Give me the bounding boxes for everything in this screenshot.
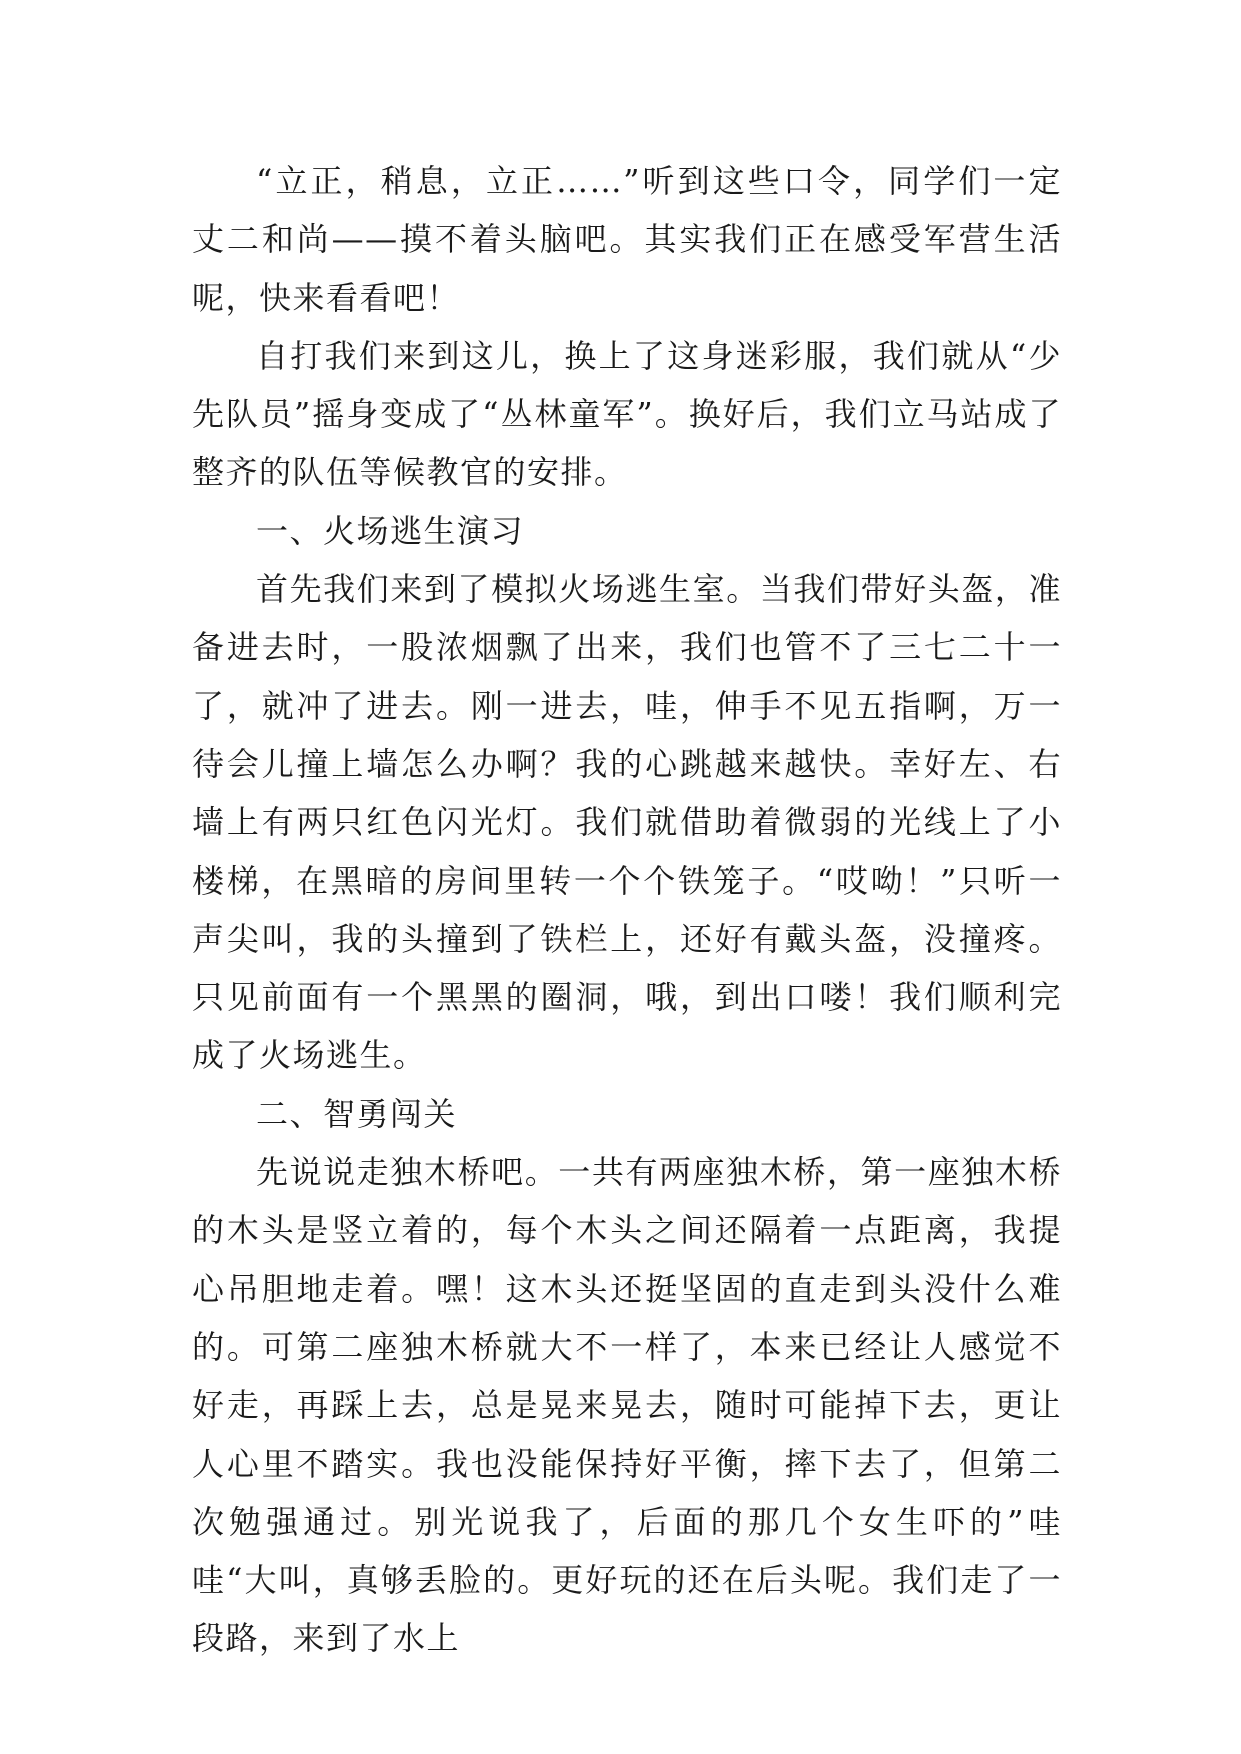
paragraph-fire-drill: 首先我们来到了模拟火场逃生室。当我们带好头盔，准备进去时，一股浓烟飘了出来，我们也管不了三七二十一了，就冲了进去。刚一进去，哇，伸手不见五指啊，万一待会儿撞上墙怎么办啊？我的心跳越来越快。幸好左、右墙上有两只红色闪光灯。我们就借助着微弱的光线上了小楼梯，在黑暗的房间里转一个个铁笼子。“哎呦！”只听一声尖叫，我的头撞到了铁栏上，还好有戴头盔，没撞疼。只见前面有一个黑黑的圈洞，哦，到出口喽！我们顺利完成了火场逃生。 (192, 570, 1062, 1075)
paragraph-intro: “立正，稍息，立正……”听到这些口令，同学们一定丈二和尚——摸不着头脑吧。其实我们正在感受军营生活呢，快来看看吧！ (192, 162, 1062, 317)
section-heading-obstacle: 二、智勇闯关 (256, 1094, 458, 1133)
paragraph-obstacle: 先说说走独木桥吧。一共有两座独木桥，第一座独木桥的木头是竖立着的，每个木头之间还隔着一点距离，我提心吊胆地走着。嘿！这木头还挺坚固的直走到头没什么难的。可第二座独木桥就大不一样了，本来已经让人感觉不好走，再踩上去，总是晃来晃去，随时可能掉下去，更让人心里不踏实。我也没能保持好平衡，摔下去了，但第二次勉强通过。别光说我了，后面的那几个女生吓的”哇哇“大叫，真够丢脸的。更好玩的还在后头呢。我们走了一段路，来到了水上 (192, 1153, 1062, 1658)
section-heading-fire-drill: 一、火场逃生演习 (256, 511, 525, 550)
article-body (192, 152, 1062, 1668)
paragraph-uniform: 自打我们来到这儿，换上了这身迷彩服，我们就从“少先队员”摇身变成了“丛林童军”。换好后，我们立马站成了整齐的队伍等候教官的安排。 (192, 336, 1062, 492)
